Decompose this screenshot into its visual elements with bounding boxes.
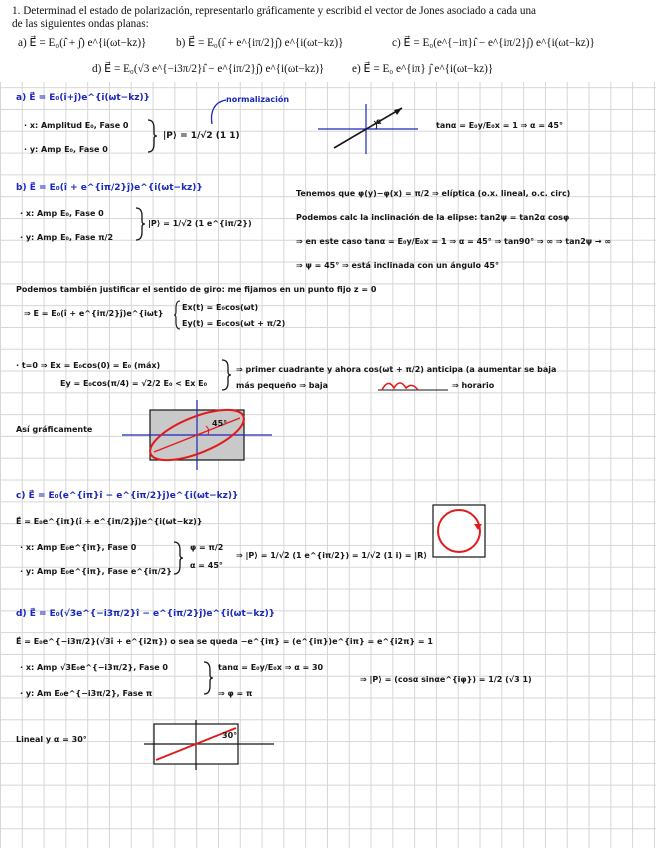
part-b-graf: Así gráficamente	[16, 425, 93, 434]
part-a-x-line: · x: Amplitud E₀, Fase 0	[24, 121, 129, 130]
part-b-sense-2: ⇒ E = E₀(ı̂ + e^{iπ/2}ȷ̂)e^{iωt}	[24, 309, 164, 318]
part-d-angle: 30°	[222, 731, 238, 740]
part-b-t0-r1: ⇒ primer cuadrante y ahora cos(ωt + π/2) anticipa (a aumentar se baja	[236, 365, 557, 374]
part-b-sense-1: Podemos también justificar el sentido de giro: me fijamos en un punto fijo z = 0	[16, 285, 377, 294]
part-b-sys-1: Ex(t) = E₀cos(ωt)	[182, 303, 259, 312]
part-b-t0-1: · t=0 ⇒ Ex = E₀cos(0) = E₀ (máx)	[16, 361, 161, 370]
part-c-heading: c) E⃗ = E₀(e^{iπ}ı̂ − e^{iπ/2}ȷ̂)e^{i(ωt−kz)}	[16, 491, 239, 501]
wave-d: d) E⃗ = E₀(√3 e^{−i3π/2}ı̂ − e^{iπ/2}ȷ̂) e^{i(ωt−kz)}	[92, 63, 325, 75]
part-a-jones: |P⟩ = 1/√2 (1 1)	[163, 131, 240, 141]
part-b-t0-r2: más pequeño ⇒ baja	[236, 381, 329, 390]
part-b-reason-4: ⇒ ψ = 45° ⇒ está inclinada con un ángulo 45°	[296, 261, 499, 270]
intro-line-2: de las siguientes ondas planas:	[12, 18, 149, 30]
part-a-annotation: normalización	[226, 95, 290, 104]
brace	[220, 358, 232, 392]
part-d-heading: d) E⃗ = E₀(√3e^{−i3π/2}ı̂ − e^{iπ/2}ȷ̂)e^{i(ωt−kz)}	[16, 609, 276, 619]
part-d-tan: tanα = E₀y/E₀x ⇒ α = 30	[218, 663, 324, 672]
part-b-heading: b) E⃗ = E₀(ı̂ + e^{iπ/2}ȷ̂)e^{i(ωt−kz)}	[16, 183, 203, 193]
annotation-arrow	[208, 98, 248, 128]
part-c-line-1: E⃗ = E₀e^{iπ}(ı̂ + e^{iπ/2}ȷ̂)e^{i(ωt−kz)}	[16, 517, 203, 526]
part-b-y-line: · y: Amp E₀, Fase π/2	[20, 233, 114, 242]
wave-b: b) E⃗ = E₀(ı̂ + e^{iπ/2}ȷ̂) e^{i(ωt−kz)}	[176, 37, 344, 49]
part-a-y-line: · y: Amp E₀, Fase 0	[24, 145, 108, 154]
brace	[202, 660, 214, 696]
part-a-tan: tanα = E₀y/E₀x = 1 ⇒ α = 45°	[436, 121, 563, 130]
brace	[146, 118, 158, 154]
part-c-jones: ⇒ |P⟩ = 1/√2 (1 e^{iπ/2}) = 1/√2 (1 i) = |R⟩	[236, 551, 427, 560]
wave-c: c) E⃗ = E₀(e^{−iπ}ı̂ − e^{iπ/2}ȷ̂) e^{i(ωt−kz)}	[392, 37, 595, 49]
part-a-angle: α	[376, 117, 382, 126]
part-d-lineal: Lineal y α = 30°	[16, 735, 87, 744]
part-b-reason-3: ⇒ en este caso tanα = E₀y/E₀x = 1 ⇒ α = 45° ⇒ tan90° ⇒ ∞ ⇒ tan2ψ → ∞	[296, 237, 612, 246]
decreasing-wave-sketch	[378, 378, 448, 394]
part-d-x-line: · x: Amp √3E₀e^{−i3π/2}, Fase 0	[20, 663, 168, 672]
part-b-t0-r3: ⇒ horario	[452, 381, 495, 390]
part-d-line-diagram	[144, 720, 274, 770]
part-d-jones: ⇒ |P⟩ = (cosα sinαe^{iφ}) = 1/2 (√3 1)	[360, 675, 532, 684]
part-c-sys-2: α = 45°	[190, 561, 223, 570]
part-b-x-line: · x: Amp E₀, Fase 0	[20, 209, 104, 218]
problem-statement	[0, 0, 656, 82]
part-c-y-line: · y: Amp E₀e^{iπ}, Fase e^{iπ/2}	[20, 567, 172, 576]
part-c-circle-diagram	[432, 504, 486, 558]
wave-e: e) E⃗ = E₀ e^{iπ} ȷ̂ e^{i(ωt−kz)}	[352, 63, 494, 75]
part-b-t0-2: Ey = E₀cos(π/4) = √2/2 E₀ < Ex E₀	[60, 379, 208, 388]
part-d-line-1: E⃗ = E₀e^{−i3π/2}(√3ı̂ + e^{i2π}) o sea se queda −e^{iπ} = (e^{iπ})e^{iπ} = e^{i2π} = 1	[16, 637, 433, 646]
wave-a: a) E⃗ = E₀(ı̂ + ȷ̂) e^{i(ωt−kz)}	[18, 37, 147, 49]
part-a-heading: a) E⃗ = E₀(ı̂+ȷ̂)e^{i(ωt−kz)}	[16, 93, 150, 103]
part-b-reason-1: Tenemos que φ(y)−φ(x) = π/2 ⇒ elíptica (o.x. lineal, o.c. circ)	[296, 189, 571, 198]
brace	[174, 300, 182, 330]
intro-line-1: 1. Determinad el estado de polarización, representarlo gráficamente y escribid el vector de Jones asociado a cada una	[12, 5, 537, 17]
part-b-sys-2: Ey(t) = E₀cos(ωt + π/2)	[182, 319, 286, 328]
part-c-sys-1: φ = π/2	[190, 543, 224, 552]
part-c-x-line: · x: Amp E₀e^{iπ}, Fase 0	[20, 543, 137, 552]
part-b-reason-2: Podemos calc la inclinación de la elipse: tan2ψ = tan2α cosφ	[296, 213, 570, 222]
part-d-y-line: · y: Am E₀e^{−i3π/2}, Fase π	[20, 689, 153, 698]
part-b-ellipse-diagram	[122, 400, 272, 470]
part-d-phi: ⇒ φ = π	[218, 689, 253, 698]
part-b-angle: 45°	[212, 419, 228, 428]
part-b-jones: |P⟩ = 1/√2 (1 e^{iπ/2})	[148, 219, 252, 228]
brace	[172, 540, 184, 576]
part-a-axes	[318, 104, 418, 154]
brace	[134, 206, 146, 242]
